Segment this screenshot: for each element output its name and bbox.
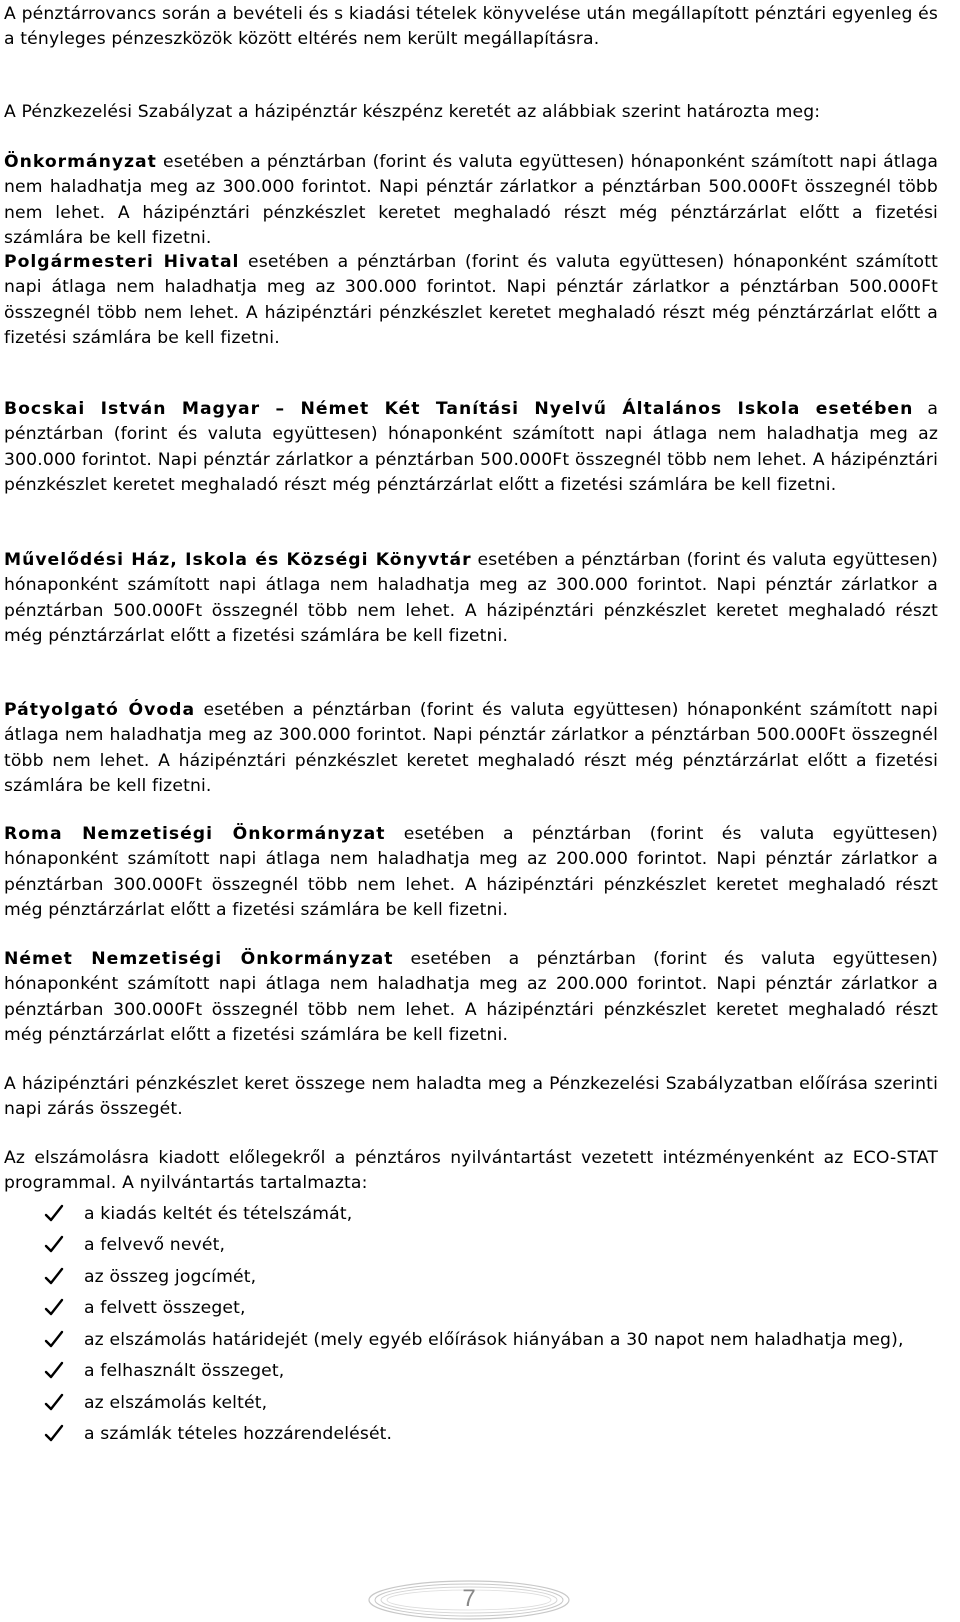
list-item [44,1233,938,1258]
paragraph [4,100,938,125]
checkmark-icon [44,1235,64,1255]
paragraph-text: a pénztárban (forint és valuta együttesen) hónaponként számított napi átlaga nem haladhatja meg az 300.000 forintot. Napi pénztár zárlatkor a pénztárban 500.000Ft összegnél több nem lehet. A házipénztári pénzkészlet keretet meghaladó részt még pénztárzárlat előtt a fizetési számlára be kell fizetni. [4,399,938,495]
checkmark-icon [44,1298,64,1318]
paragraph-text: esetében a pénztárban (forint és valuta együttesen) hónaponként számított napi átlaga nem haladhatja meg az 300.000 forintot. Napi pénztár zárlatkor a pénztárban 500.000Ft összegnél több nem lehet. A házipénztári pénzkészlet keretet meghaladó részt még pénztárzárlat előtt a fizetési számlára be kell fizetni. [4,550,938,646]
entity-name: Pátyolgató Óvoda [4,700,196,720]
paragraph [4,698,938,799]
list-item-text: a számlák tételes hozzárendelését. [84,1424,393,1445]
checkmark-icon [44,1267,64,1287]
checkmark-icon [44,1393,64,1413]
list-item-text: az elszámolás keltét, [84,1392,268,1413]
paragraph-text: esetében a pénztárban (forint és valuta együttesen) hónaponként számított napi átlaga nem haladhatja meg az 200.000 forintot. Napi pénztár zárlatkor a pénztárban 300.000Ft összegnél több nem lehet. A házipénztári pénzkészlet keretet meghaladó részt még pénztárzárlat előtt a fizetési számlára be kell fizetni. [4,824,939,920]
list-item-text: a kiadás keltét és tételszámát, [84,1204,353,1224]
list-item-text: a felvett összeget, [84,1298,246,1319]
entity-name: Önkormányzat [4,152,157,172]
list-item [44,1202,938,1227]
checkmark-icon [44,1204,64,1224]
paragraph [4,397,938,498]
entity-name: Roma Nemzetiségi Önkormányzat [4,824,386,844]
paragraph-text: esetében a pénztárban (forint és valuta együttesen) hónaponként számított napi átlaga nem haladhatja meg az 300.000 forintot. Napi pénztár zárlatkor a pénztárban 500.000Ft összegnél több nem lehet. A házipénztári pénzkészlet keretet meghaladó részt még pénztárzárlat előtt a fizetési számlára be kell fizetni. [4,700,938,796]
checkmark-icon [44,1361,64,1381]
checkmark-icon [44,1424,64,1444]
paragraph [4,1072,938,1123]
list-item [44,1265,938,1290]
paragraph-text: esetében a pénztárban (forint és valuta együttesen) hónaponként számított napi átlaga nem haladhatja meg az 200.000 forintot. Napi pénztár zárlatkor a pénztárban 300.000Ft összegnél több nem lehet. A házipénztári pénzkészlet keretet meghaladó részt még pénztárzárlat előtt a fizetési számlára be kell fizetni. [4,949,938,1045]
paragraph [4,150,938,251]
page-number: 7 [462,1585,476,1612]
paragraph-text: A Pénzkezelési Szabályzat a házipénztár készpénz keretét az alábbiak szerint határozta meg: [4,102,821,122]
list-item-text: az elszámolás határidejét (mely egyéb előírások hiányában a 30 napot nem haladhatja meg), [84,1329,904,1350]
entity-name: Német Nemzetiségi Önkormányzat [4,949,394,969]
paragraph [4,548,938,649]
entity-name: Polgármesteri Hivatal [4,252,240,272]
list-item [44,1391,938,1416]
record-fields-list [44,1202,938,1454]
list-item [44,1422,938,1447]
checkmark-icon [44,1330,64,1350]
paragraph [4,2,938,53]
list-item [44,1296,938,1321]
paragraph [4,1146,938,1197]
list-item-text: a felhasznált összeget, [84,1361,285,1382]
paragraph-text: A házipénztári pénzkészlet keret összege nem haladta meg a Pénzkezelési Szabályzatban előírása szerinti napi zárás összegét. [4,1074,938,1120]
paragraph [4,822,938,923]
paragraph-text: esetében a pénztárban (forint és valuta együttesen) hónaponként számított napi átlaga nem haladhatja meg az 300.000 forintot. Napi pénztár zárlatkor a pénztárban 500.000Ft összegnél több nem lehet. A házipénztári pénzkészlet keretet meghaladó részt még pénztárzárlat előtt a fizetési számlára be kell fizetni. [4,252,938,348]
paragraph [4,947,938,1048]
list-item [44,1359,938,1384]
paragraph-text: esetében a pénztárban (forint és valuta együttesen) hónaponként számított napi átlaga nem haladhatja meg az 300.000 forintot. Napi pénztár zárlatkor a pénztárban 500.000Ft összegnél több nem lehet. A házipénztári pénzkészlet keretet meghaladó részt még pénztárzárlat előtt a fizetési számlára be kell fizetni. [4,152,938,248]
list-item [44,1328,938,1353]
list-item-text: a felvevő nevét, [84,1235,226,1256]
paragraph [4,250,938,351]
paragraph-text: Az elszámolásra kiadott előlegekről a pénztáros nyilvántartást vezetett intézményenként az ECO-STAT programmal. A nyilvántartás tartalmazta: [4,1148,938,1194]
list-item-text: az összeg jogcímét, [84,1266,257,1287]
paragraph-text: A pénztárrovancs során a bevételi és s kiadási tételek könyvelése után megállapított pénztári egyenleg és a tényleges pénzeszközök között eltérés nem került megállapításra. [4,4,938,50]
entity-name: Művelődési Ház, Iskola és Községi Könyvtár [4,550,472,570]
entity-name: Bocskai István Magyar – Német Két Tanítási Nyelvű Általános Iskola esetében [4,399,914,419]
